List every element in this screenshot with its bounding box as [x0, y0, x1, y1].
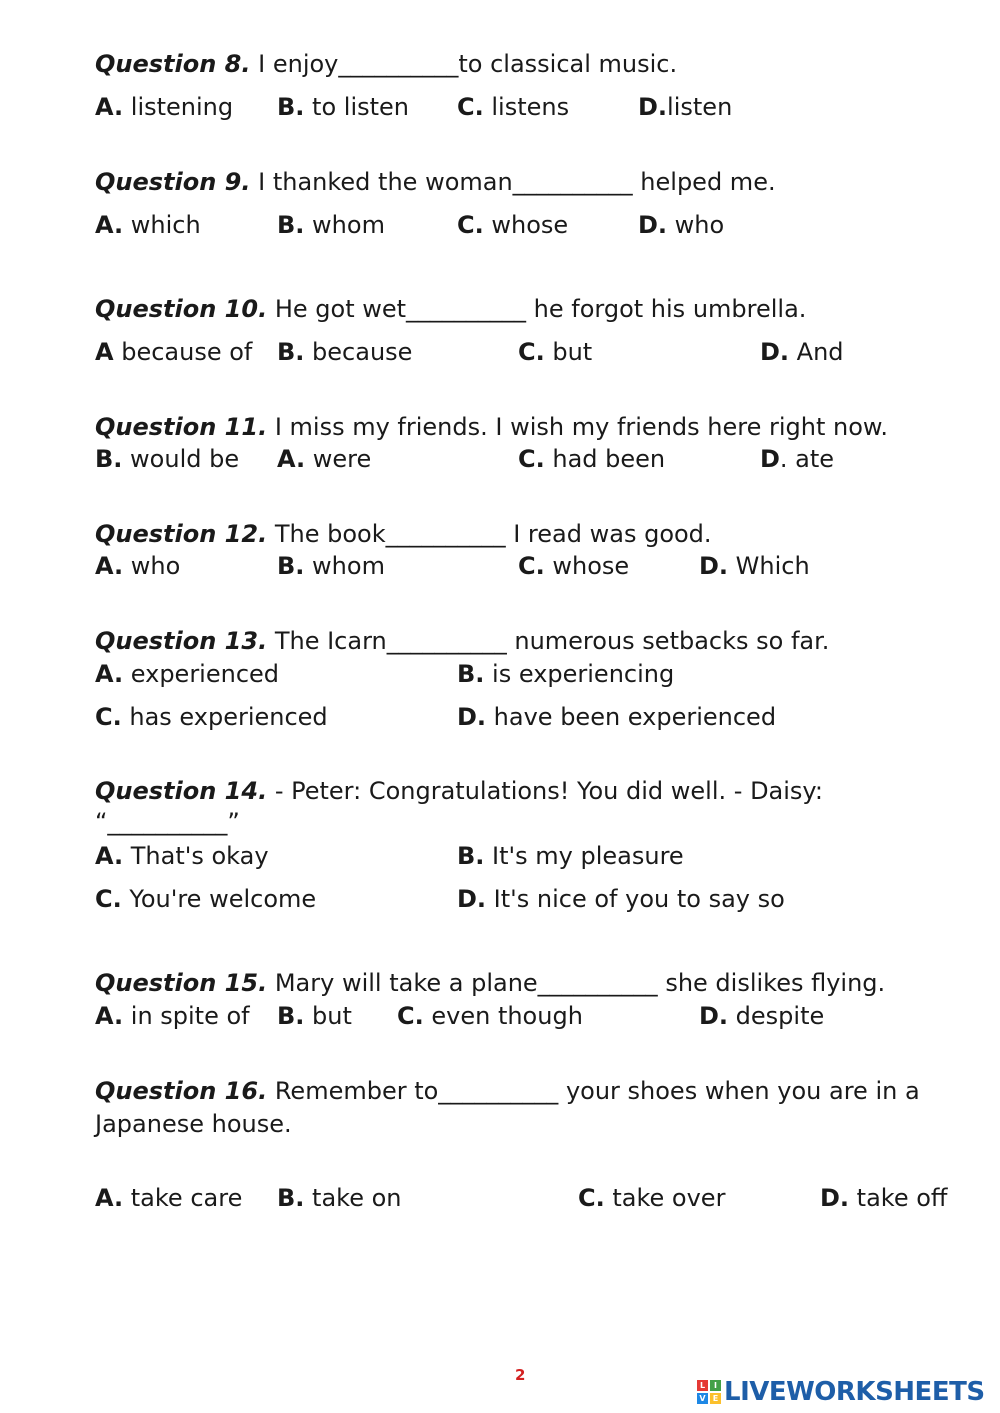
option-text: And — [789, 338, 844, 366]
option-text: to listen — [304, 93, 409, 121]
option-c[interactable] — [457, 91, 569, 123]
option-text: . ate — [779, 445, 835, 473]
option-letter: A. — [95, 660, 124, 688]
option-letter: D. — [457, 885, 487, 913]
question-12 — [95, 518, 712, 550]
option-letter: A. — [95, 842, 124, 870]
option-text: have been experienced — [486, 703, 777, 731]
question-13 — [95, 625, 829, 657]
option-letter: D. — [699, 552, 729, 580]
option-text: It's nice of you to say so — [486, 885, 785, 913]
option-letter: A — [95, 338, 114, 366]
option-letter: D. — [820, 1184, 850, 1212]
option-a[interactable] — [95, 1182, 242, 1214]
question-text: Mary will take a plane__________ she dislikes flying. — [267, 969, 886, 997]
option-letter: C. — [397, 1002, 424, 1030]
question-text: The Icarn__________ numerous setbacks so far. — [267, 627, 830, 655]
logo-mark-tile: E — [710, 1393, 721, 1404]
option-text: listening — [123, 93, 234, 121]
question-label: Question 14. — [95, 777, 268, 805]
option-a[interactable] — [277, 443, 371, 475]
option-letter: B. — [277, 1184, 305, 1212]
option-letter: C. — [95, 703, 122, 731]
option-a[interactable] — [95, 1000, 250, 1032]
question-text-continued: “__________” — [95, 808, 240, 836]
option-text: in spite of — [123, 1002, 250, 1030]
logo-mark-icon — [697, 1380, 721, 1404]
option-letter: A. — [95, 1002, 124, 1030]
option-c[interactable] — [518, 550, 629, 582]
option-letter: D. — [760, 338, 790, 366]
liveworksheets-logo — [697, 1377, 985, 1407]
question-14 — [95, 775, 823, 807]
option-c[interactable] — [518, 443, 665, 475]
question-text: The book__________ I read was good. — [267, 520, 712, 548]
option-d[interactable] — [638, 209, 724, 241]
option-text: listen — [667, 93, 733, 121]
option-text: take over — [604, 1184, 726, 1212]
option-b[interactable] — [95, 443, 239, 475]
option-letter: B. — [277, 1002, 305, 1030]
logo-mark-tile: I — [710, 1380, 721, 1391]
option-b[interactable] — [457, 840, 684, 872]
option-letter: C. — [95, 885, 122, 913]
question-8 — [95, 48, 677, 80]
option-a[interactable] — [95, 840, 269, 872]
question-label: Question 11. — [95, 413, 268, 441]
question-9 — [95, 166, 776, 198]
option-letter: D. — [699, 1002, 729, 1030]
option-a[interactable] — [95, 209, 201, 241]
option-text: It's my pleasure — [484, 842, 684, 870]
option-text: despite — [728, 1002, 825, 1030]
question-text: I miss my friends. I wish my friends here right now. — [267, 413, 888, 441]
option-text: listens — [483, 93, 570, 121]
option-text: whose — [483, 211, 569, 239]
option-letter: B. — [277, 552, 305, 580]
question-label: Question 16. — [95, 1077, 268, 1105]
question-11 — [95, 411, 888, 443]
logo-mark-tile: L — [697, 1380, 708, 1391]
option-text: because of — [113, 338, 253, 366]
question-label: Question 12. — [95, 520, 268, 548]
question-label: Question 13. — [95, 627, 268, 655]
option-text: take off — [849, 1184, 948, 1212]
option-text: has experienced — [121, 703, 328, 731]
option-c[interactable] — [518, 336, 592, 368]
logo-mark-tile: V — [697, 1393, 708, 1404]
question-10 — [95, 293, 806, 325]
question-label: Question 10. — [95, 295, 268, 323]
option-letter: C. — [457, 211, 484, 239]
option-text: but — [304, 1002, 352, 1030]
question-text: He got wet__________ he forgot his umbrella. — [267, 295, 807, 323]
option-b[interactable] — [457, 658, 674, 690]
option-text: had been — [544, 445, 666, 473]
option-text: were — [305, 445, 372, 473]
option-letter: A. — [95, 552, 124, 580]
option-d[interactable] — [457, 701, 776, 733]
option-letter: B. — [457, 660, 485, 688]
option-text: would be — [122, 445, 240, 473]
logo-text: LIVEWORKSHEETS — [724, 1377, 985, 1407]
question-label: Question 8. — [95, 50, 251, 78]
question-text: I enjoy__________to classical music. — [250, 50, 678, 78]
option-letter: B. — [277, 338, 305, 366]
option-b[interactable] — [277, 550, 385, 582]
option-c[interactable] — [578, 1182, 725, 1214]
option-letter: C. — [578, 1184, 605, 1212]
option-text: who — [667, 211, 725, 239]
question-label: Question 15. — [95, 969, 268, 997]
option-d[interactable] — [699, 1000, 824, 1032]
option-c[interactable] — [95, 883, 316, 915]
option-b[interactable] — [277, 91, 409, 123]
option-letter: A. — [95, 93, 124, 121]
option-b[interactable] — [277, 209, 385, 241]
option-letter: D. — [638, 211, 668, 239]
option-letter: B. — [277, 93, 305, 121]
question-text: - Peter: Congratulations! You did well. - Daisy: — [267, 777, 823, 805]
option-text: which — [123, 211, 201, 239]
option-letter: B. — [457, 842, 485, 870]
option-text: even though — [423, 1002, 583, 1030]
option-letter: D — [760, 445, 780, 473]
question-text: Remember to__________ your shoes when you are in a — [267, 1077, 920, 1105]
option-a[interactable] — [95, 91, 233, 123]
option-text: because — [304, 338, 413, 366]
question-text-continued: Japanese house. — [95, 1110, 292, 1138]
option-letter: A. — [95, 1184, 124, 1212]
question-label: Question 9. — [95, 168, 251, 196]
option-text: is experiencing — [484, 660, 675, 688]
option-d[interactable] — [760, 443, 834, 475]
option-c[interactable] — [457, 209, 568, 241]
question-text: I thanked the woman__________ helped me. — [250, 168, 776, 196]
page-number: 2 — [515, 1366, 526, 1384]
option-letter: D. — [638, 93, 668, 121]
option-letter: A. — [277, 445, 306, 473]
option-letter: B. — [95, 445, 123, 473]
option-letter: A. — [95, 211, 124, 239]
option-d[interactable] — [638, 91, 732, 123]
option-b[interactable] — [277, 336, 412, 368]
option-letter: D. — [457, 703, 487, 731]
option-a[interactable] — [95, 550, 180, 582]
option-letter: C. — [518, 445, 545, 473]
question-15 — [95, 967, 885, 999]
option-d[interactable] — [699, 550, 810, 582]
option-text: who — [123, 552, 181, 580]
option-c[interactable] — [95, 701, 328, 733]
option-letter: C. — [518, 552, 545, 580]
option-letter: C. — [518, 338, 545, 366]
question-16 — [95, 1075, 920, 1107]
option-text: Which — [728, 552, 810, 580]
option-text: take on — [304, 1184, 402, 1212]
option-text: whom — [304, 211, 385, 239]
option-text: but — [544, 338, 593, 366]
option-text: You're welcome — [121, 885, 317, 913]
option-text: experienced — [123, 660, 280, 688]
option-a[interactable] — [95, 336, 252, 368]
option-letter: C. — [457, 93, 484, 121]
option-text: whom — [304, 552, 385, 580]
option-c[interactable] — [397, 1000, 583, 1032]
option-text: take care — [123, 1184, 243, 1212]
option-d[interactable] — [820, 1182, 947, 1214]
option-text: That's okay — [123, 842, 269, 870]
option-b[interactable] — [277, 1000, 352, 1032]
option-b[interactable] — [277, 1182, 402, 1214]
option-d[interactable] — [457, 883, 785, 915]
option-text: whose — [544, 552, 630, 580]
option-a[interactable] — [95, 658, 279, 690]
option-d[interactable] — [760, 336, 844, 368]
option-letter: B. — [277, 211, 305, 239]
